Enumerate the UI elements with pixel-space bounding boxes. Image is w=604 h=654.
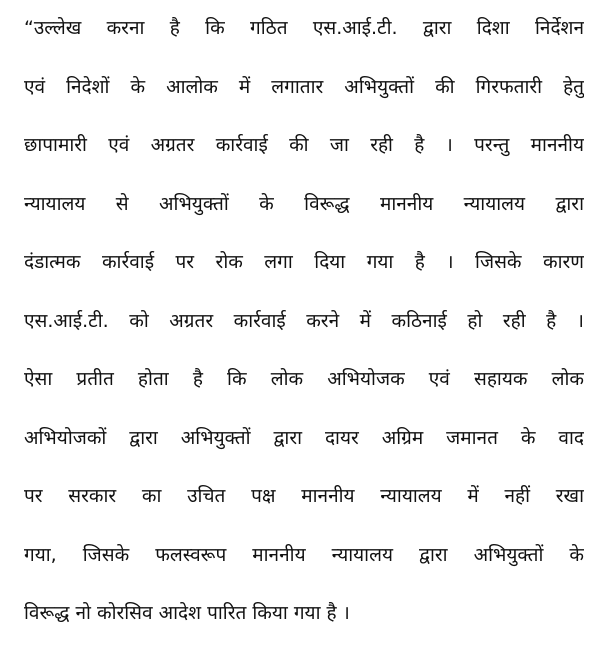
quoted-paragraph (24, 8, 584, 652)
paragraph-line: विरूद्ध नो कोरसिव आदेश पारित किया गया है । (24, 602, 350, 624)
paragraph-line: ऐसा प्रतीत होता है कि लोक अभियोजक एवं सहायक लोक (24, 368, 584, 390)
paragraph-line: पर सरकार का उचित पक्ष माननीय न्यायालय में नहीं रखा (24, 485, 584, 507)
paragraph-line: न्यायालय से अभियुक्तों के विरूद्ध माननीय न्यायालय द्वारा (24, 192, 584, 215)
paragraph-line: “उल्लेख करना है कि गठित एस.आई.टी. द्वारा दिशा निर्देशन (24, 17, 584, 39)
paragraph-line: एवं निदेशों के आलोक में लगातार अभियुक्तों की गिरफतारी हेतु (24, 75, 584, 98)
paragraph-line: दंडात्मक कार्रवाई पर रोक लगा दिया गया है । जिसके कारण (24, 251, 584, 273)
paragraph-line: अभियोजकों द्वारा अभियुक्तों द्वारा दायर अग्रिम जमानत के वाद (24, 426, 584, 449)
paragraph-line: छापामारी एवं अग्रतर कार्रवाई की जा रही है । परन्तु माननीय (24, 134, 584, 156)
paragraph-line: एस.आई.टी. को अग्रतर कार्रवाई करने में कठिनाई हो रही है । (24, 309, 584, 332)
paragraph-line: गया, जिसके फलस्वरूप माननीय न्यायालय द्वारा अभियुक्तों के (24, 543, 584, 566)
